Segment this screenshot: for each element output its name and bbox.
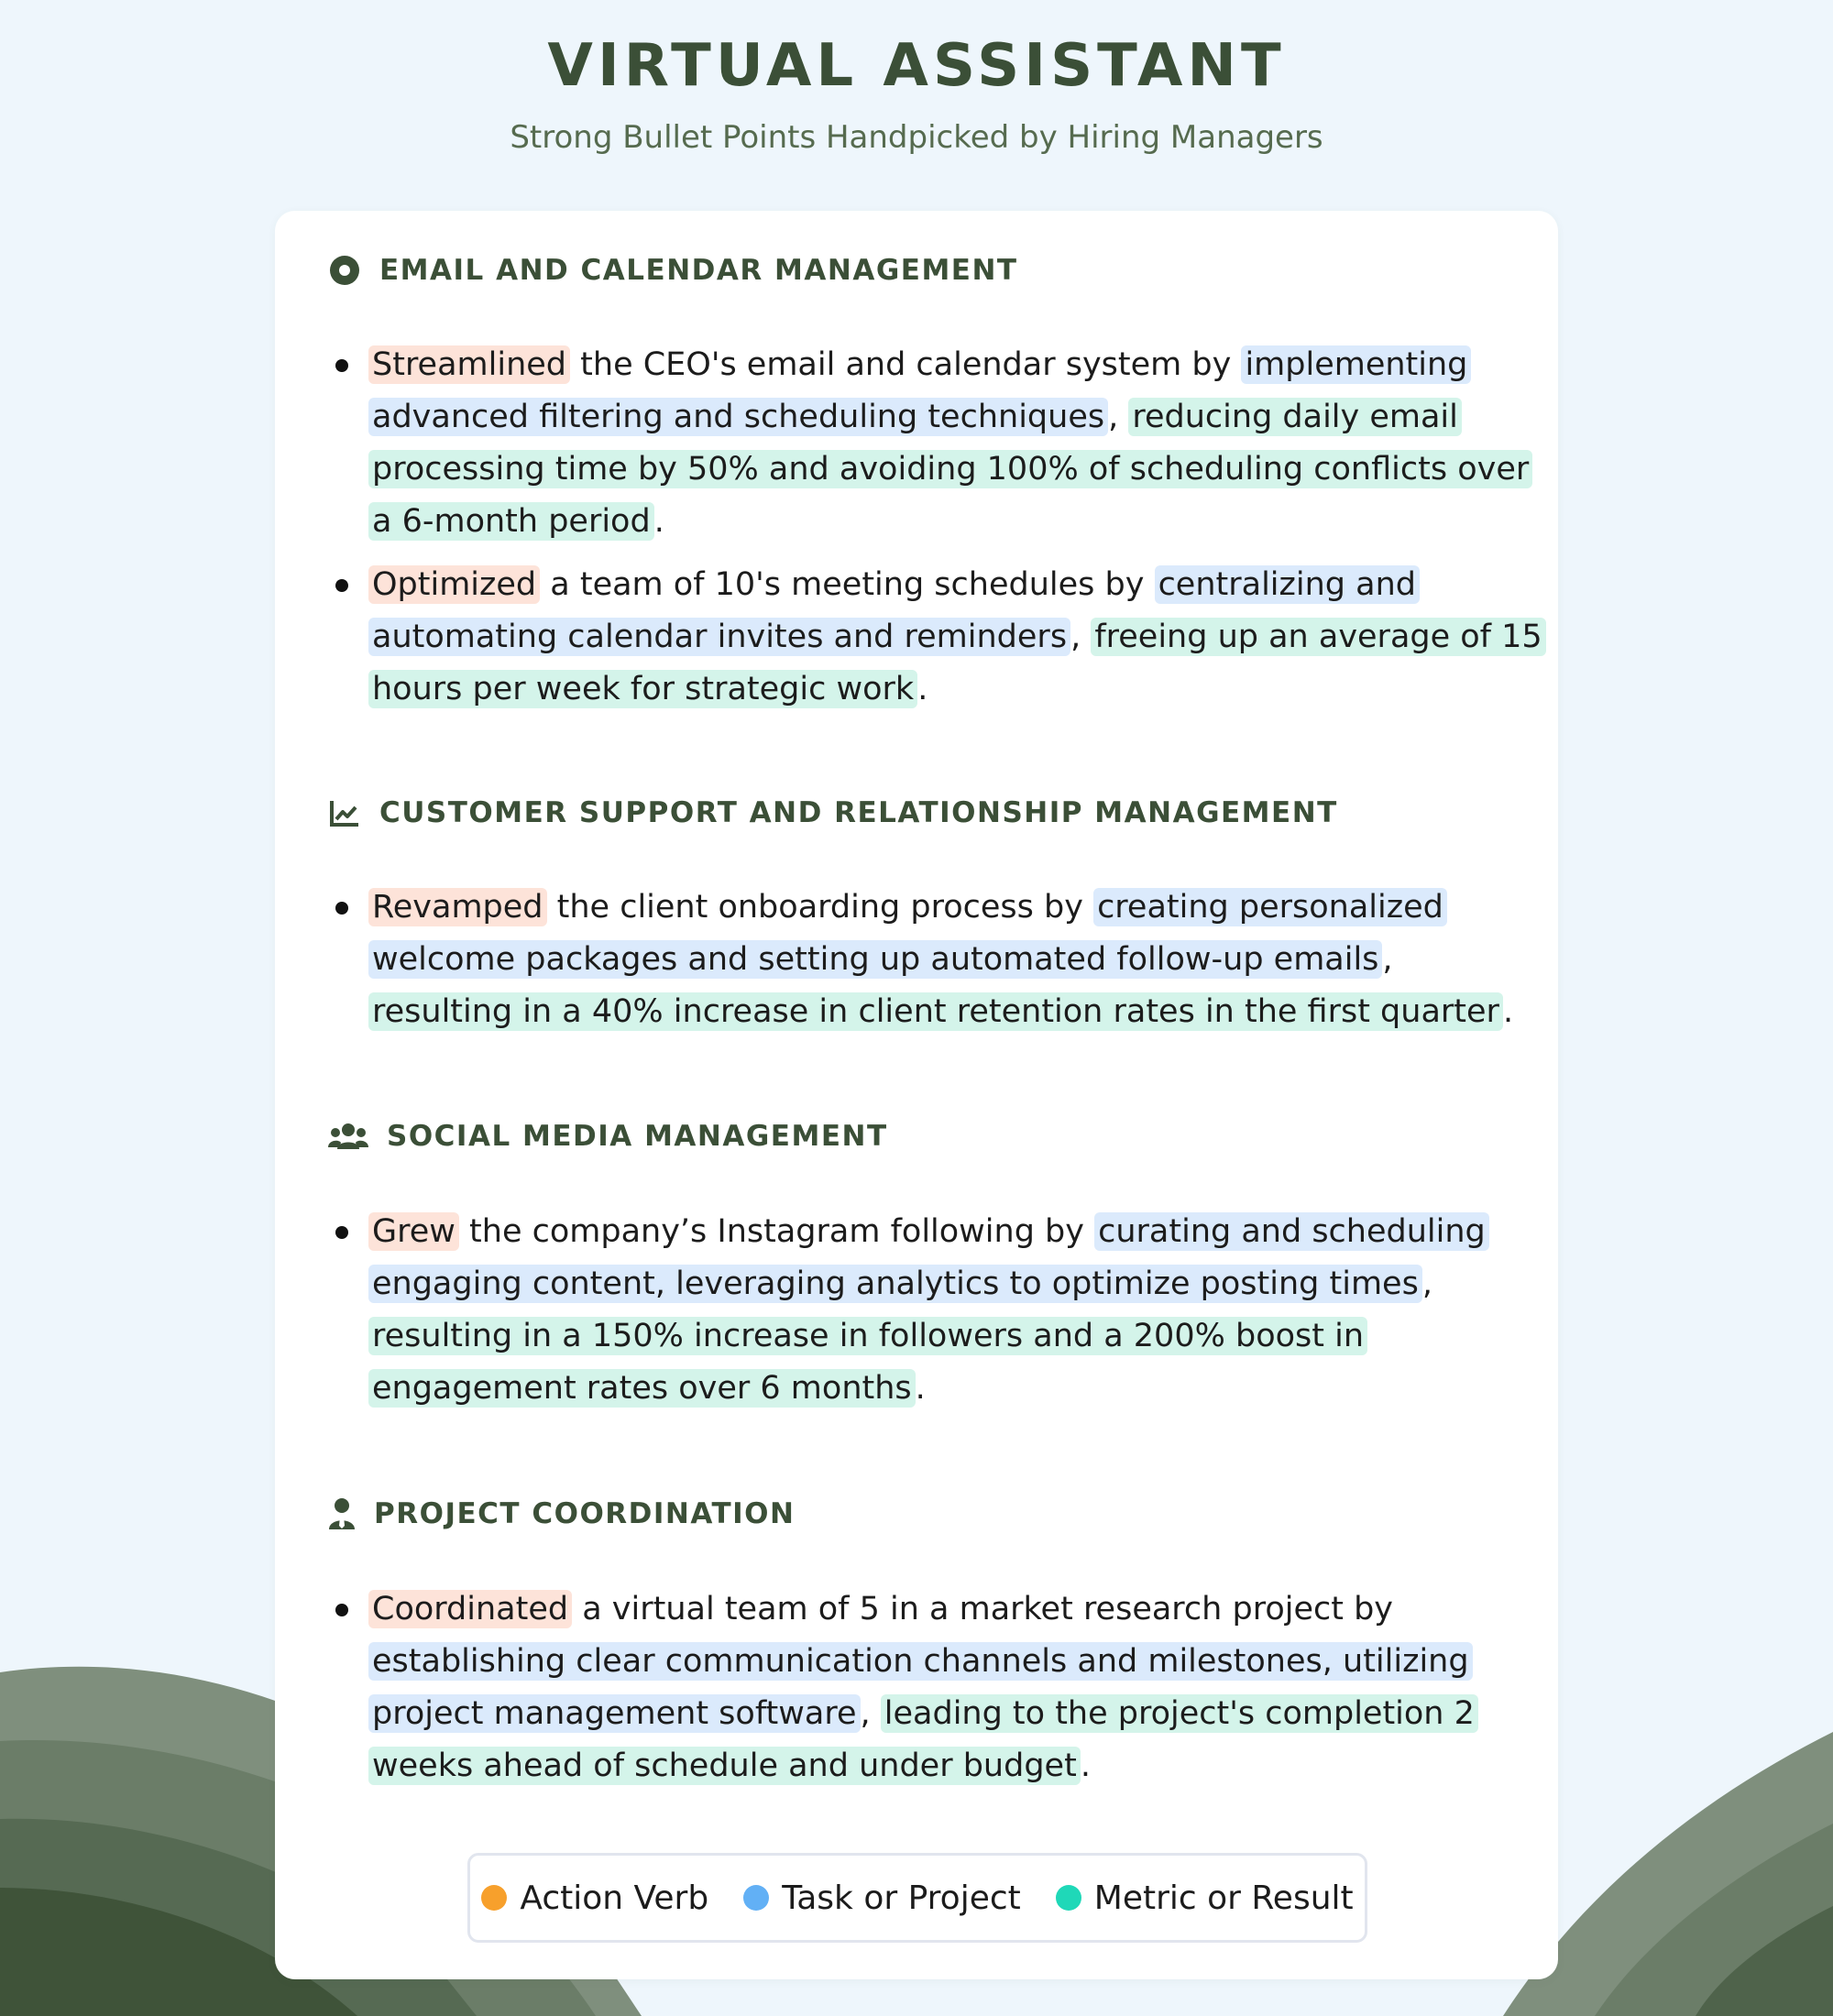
section-header [328,1491,795,1537]
user-tie-icon [328,1497,356,1530]
legend-item-action [481,1879,708,1917]
bullet-end: . [1080,1748,1091,1784]
bullet-dot [335,1226,348,1239]
section-header [328,247,1018,293]
metric-phrase: resulting in a 150% increase in followers and a 200% boost in engagement rates over 6 months [368,1317,1367,1408]
bullet-connector: the CEO's email and calendar system by [570,346,1242,383]
bullet-connector: , [1382,941,1393,978]
legend-label: Action Verb [520,1879,709,1917]
users-icon [328,1120,368,1153]
bullet-end: . [653,503,664,540]
bullet-dot [335,1604,348,1616]
section-title: PROJECT COORDINATION [374,1497,796,1530]
line-chart-icon [328,796,361,829]
bullet-connector: a team of 10's meeting schedules by [540,566,1155,603]
legend-item-metric [1056,1879,1354,1917]
bullet-connector: the client onboarding process by [546,889,1094,926]
task-phrase: creating personalized welcome packages and setting up automated follow-up emails [368,888,1447,979]
metric-phrase: leading to the project's completion 2 weeks ahead of schedule and under budget [368,1694,1478,1785]
list-item [335,1206,1545,1415]
metric-phrase: resulting in a 40% increase in client retention rates in the first quarter [368,992,1503,1031]
bullet-connector: a virtual team of 5 in a market research project by [572,1591,1394,1627]
action-verb: Grew [368,1212,459,1251]
target-icon [328,254,361,287]
metric-phrase: reducing daily email processing time by 50% and avoiding 100% of scheduling conflicts over a 6-month period [368,398,1532,541]
bullet-dot [335,902,348,915]
action-verb: Revamped [368,888,547,926]
metric-phrase: freeing up an average of 15 hours per week for strategic work [368,618,1546,708]
action-verb: Coordinated [368,1590,572,1628]
section-title: SOCIAL MEDIA MANAGEMENT [387,1120,888,1153]
bullet-dot [335,579,348,592]
section-title: CUSTOMER SUPPORT AND RELATIONSHIP MANAGEMENT [379,796,1338,829]
legend-label: Metric or Result [1093,1879,1354,1917]
task-phrase: establishing clear communication channels and milestones, utilizing project management software [368,1642,1473,1733]
legend-label: Task or Project [782,1879,1021,1917]
list-item [335,339,1545,548]
bullet-connector: , [1070,619,1092,655]
page-title: VIRTUAL ASSISTANT [547,32,1286,100]
task-phrase: implementing advanced filtering and scheduling techniques [368,345,1471,436]
bullet-connector: , [1108,399,1129,435]
bullet-connector: , [860,1695,881,1732]
blue-dot-icon [743,1885,769,1911]
section-header [328,790,1338,836]
task-phrase: centralizing and automating calendar invites and reminders [368,565,1420,656]
list-item [335,559,1545,716]
bullet-text [368,1206,1545,1415]
bullet-text [368,339,1545,548]
legend-item-task [743,1879,1021,1917]
teal-dot-icon [1056,1885,1081,1911]
action-verb: Streamlined [368,345,570,384]
list-item [335,882,1545,1038]
bullet-text [368,559,1545,716]
orange-dot-icon [481,1885,507,1911]
legend [467,1853,1367,1943]
bullet-connector: , [1421,1265,1432,1302]
section-title: EMAIL AND CALENDAR MANAGEMENT [379,254,1018,287]
bullet-connector: the company’s Instagram following by [458,1213,1095,1250]
bullet-end: . [917,671,928,707]
bullet-points-card [275,211,1558,1979]
bullet-text [368,1583,1545,1792]
bullet-dot [335,359,348,372]
page-subtitle: Strong Bullet Points Handpicked by Hiring Managers [510,119,1323,156]
bullet-end: . [915,1370,926,1407]
action-verb: Optimized [368,565,540,604]
bullet-end: . [1502,993,1514,1030]
page-header [0,27,1833,158]
section-header [328,1113,888,1159]
bullet-text [368,882,1545,1038]
task-phrase: curating and scheduling engaging content, leveraging analytics to optimize posting times [368,1212,1489,1303]
list-item [335,1583,1545,1792]
